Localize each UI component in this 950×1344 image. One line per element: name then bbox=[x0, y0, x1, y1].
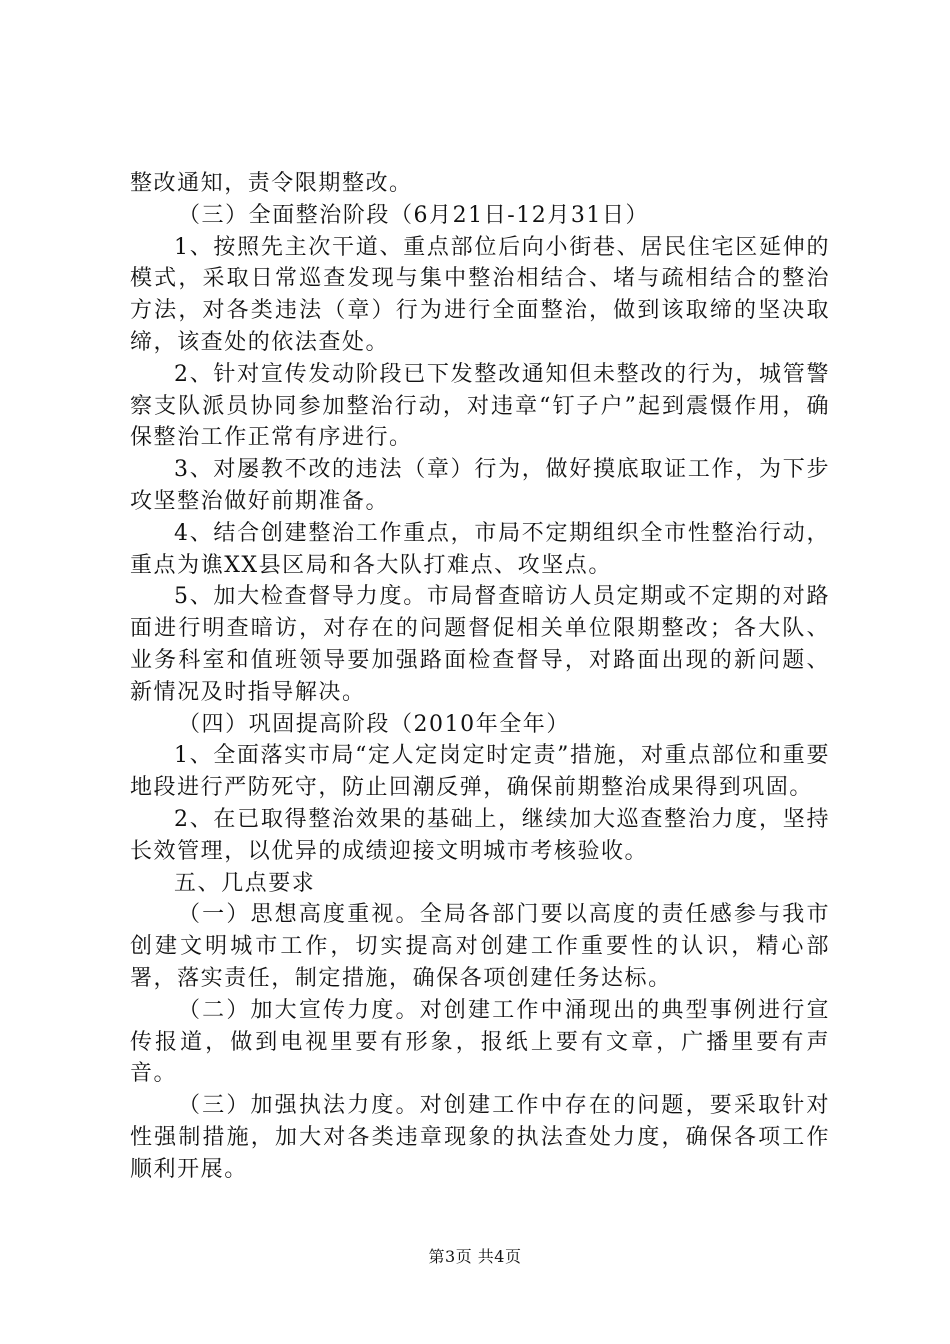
paragraph-phase4-item2: 2、在已取得整治效果的基础上，继续加大巡查整治力度，坚持长效管理，以优异的成绩迎接文明城市考核验收。 bbox=[130, 806, 830, 864]
paragraph-phase3-item5: 5、加大检查督导力度。市局督查暗访人员定期或不定期的对路面进行明查暗访，对存在的问题督促相关单位限期整改；各大队、业务科室和值班领导要加强路面检查督导，对路面出现的新问题、新情况及时指导解决。 bbox=[130, 584, 830, 705]
paragraph-requirement-3: （三）加强执法力度。对创建工作中存在的问题，要采取针对性强制措施，加大对各类违章现象的执法查处力度，确保各项工作顺利开展。 bbox=[130, 1093, 830, 1182]
paragraph-phase3-item1: 1、按照先主次干道、重点部位后向小街巷、居民住宅区延伸的模式，采取日常巡查发现与集中整治相结合、堵与疏相结合的整治方法，对各类违法（章）行为进行全面整治，做到该取缔的坚决取缔，该查处的依法查处。 bbox=[130, 234, 830, 355]
paragraph-phase3-item2: 2、针对宣传发动阶段已下发整改通知但未整改的行为，城管警察支队派员协同参加整治行动，对违章“钉子户”起到震慑作用，确保整治工作正常有序进行。 bbox=[130, 361, 830, 451]
section-heading-phase-3: （三）全面整治阶段（6月21日-12月31日） bbox=[178, 202, 650, 228]
paragraph-requirement-2: （二）加大宣传力度。对创建工作中涌现出的典型事例进行宣传报道，做到电视里要有形象，报纸上要有文章，广播里要有声音。 bbox=[130, 997, 830, 1087]
paragraph-phase4-item1: 1、全面落实市局“定人定岗定时定责”措施，对重点部位和重要地段进行严防死守，防止回潮反弹，确保前期整治成果得到巩固。 bbox=[130, 743, 830, 801]
page-number-footer: 第3页 共4页 bbox=[428, 1247, 522, 1266]
section-heading-phase-4: （四）巩固提高阶段（2010年全年） bbox=[178, 711, 570, 737]
document-body bbox=[130, 168, 830, 1186]
section-heading-requirements: 五、几点要求 bbox=[174, 870, 316, 896]
paragraph-continuation: 整改通知，责令限期整改。 bbox=[130, 171, 413, 196]
paragraph-phase3-item4: 4、结合创建整治工作重点，市局不定期组织全市性整治行动，重点为谯XX县区局和各大队打难点、攻坚点。 bbox=[130, 520, 830, 578]
paragraph-requirement-1: （一）思想高度重视。全局各部门要以高度的责任感参与我市创建文明城市工作，切实提高对创建工作重要性的认识，精心部署，落实责任，制定措施，确保各项创建任务达标。 bbox=[130, 902, 830, 991]
paragraph-phase3-item3: 3、对屡教不改的违法（章）行为，做好摸底取证工作，为下步攻坚整治做好前期准备。 bbox=[130, 457, 830, 514]
